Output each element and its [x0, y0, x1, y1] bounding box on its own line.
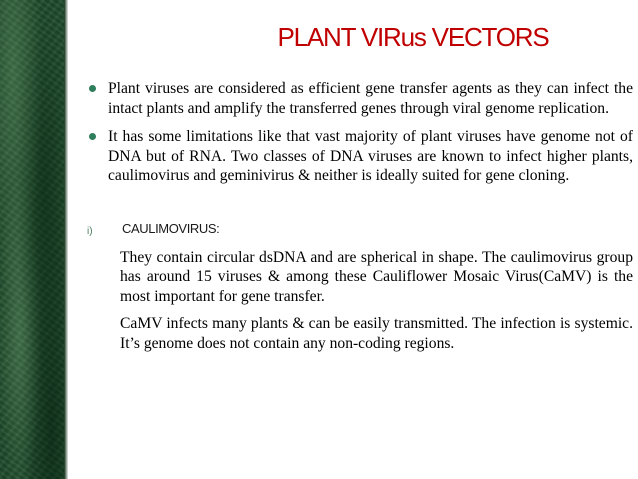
decorative-marble-sidebar [0, 0, 64, 479]
list-number: i) [87, 225, 93, 237]
bullet-text: Plant viruses are considered as efficient gene transfer agents as they can infect the intact plants and amplify the transferred genes through viral genome replication. [108, 80, 633, 117]
section-paragraph: They contain circular dsDNA and are spherical in shape. The caulimovirus group has around 15 viruses & among these Cauliflower Mosaic Virus(CaMV) is the most important for gene transfer. [120, 248, 633, 305]
bullet-item [88, 127, 633, 186]
bullet-dot-icon [89, 85, 96, 92]
sidebar-edge [64, 0, 68, 479]
bullet-text: It has some limitations like that vast majority of plant viruses have genome not of DNA but of RNA. Two classes of DNA viruses are known to infect higher plants, caulimovirus and geminivirus & neither is ideally suited for gene cloning. [108, 128, 633, 184]
slide-content [88, 79, 633, 353]
section-paragraph: CaMV infects many plants & can be easily transmitted. The infection is systemic. It’s genome does not contain any non-coding regions. [120, 315, 633, 352]
slide-title-text: PLANT VIRus VECTORS [277, 22, 549, 52]
slide-title [68, 22, 638, 53]
bullet-item [88, 79, 633, 118]
section-heading: CAULIMOVIRUS: [122, 220, 220, 236]
bullet-dot-icon [89, 133, 96, 140]
numbered-heading [88, 217, 633, 237]
